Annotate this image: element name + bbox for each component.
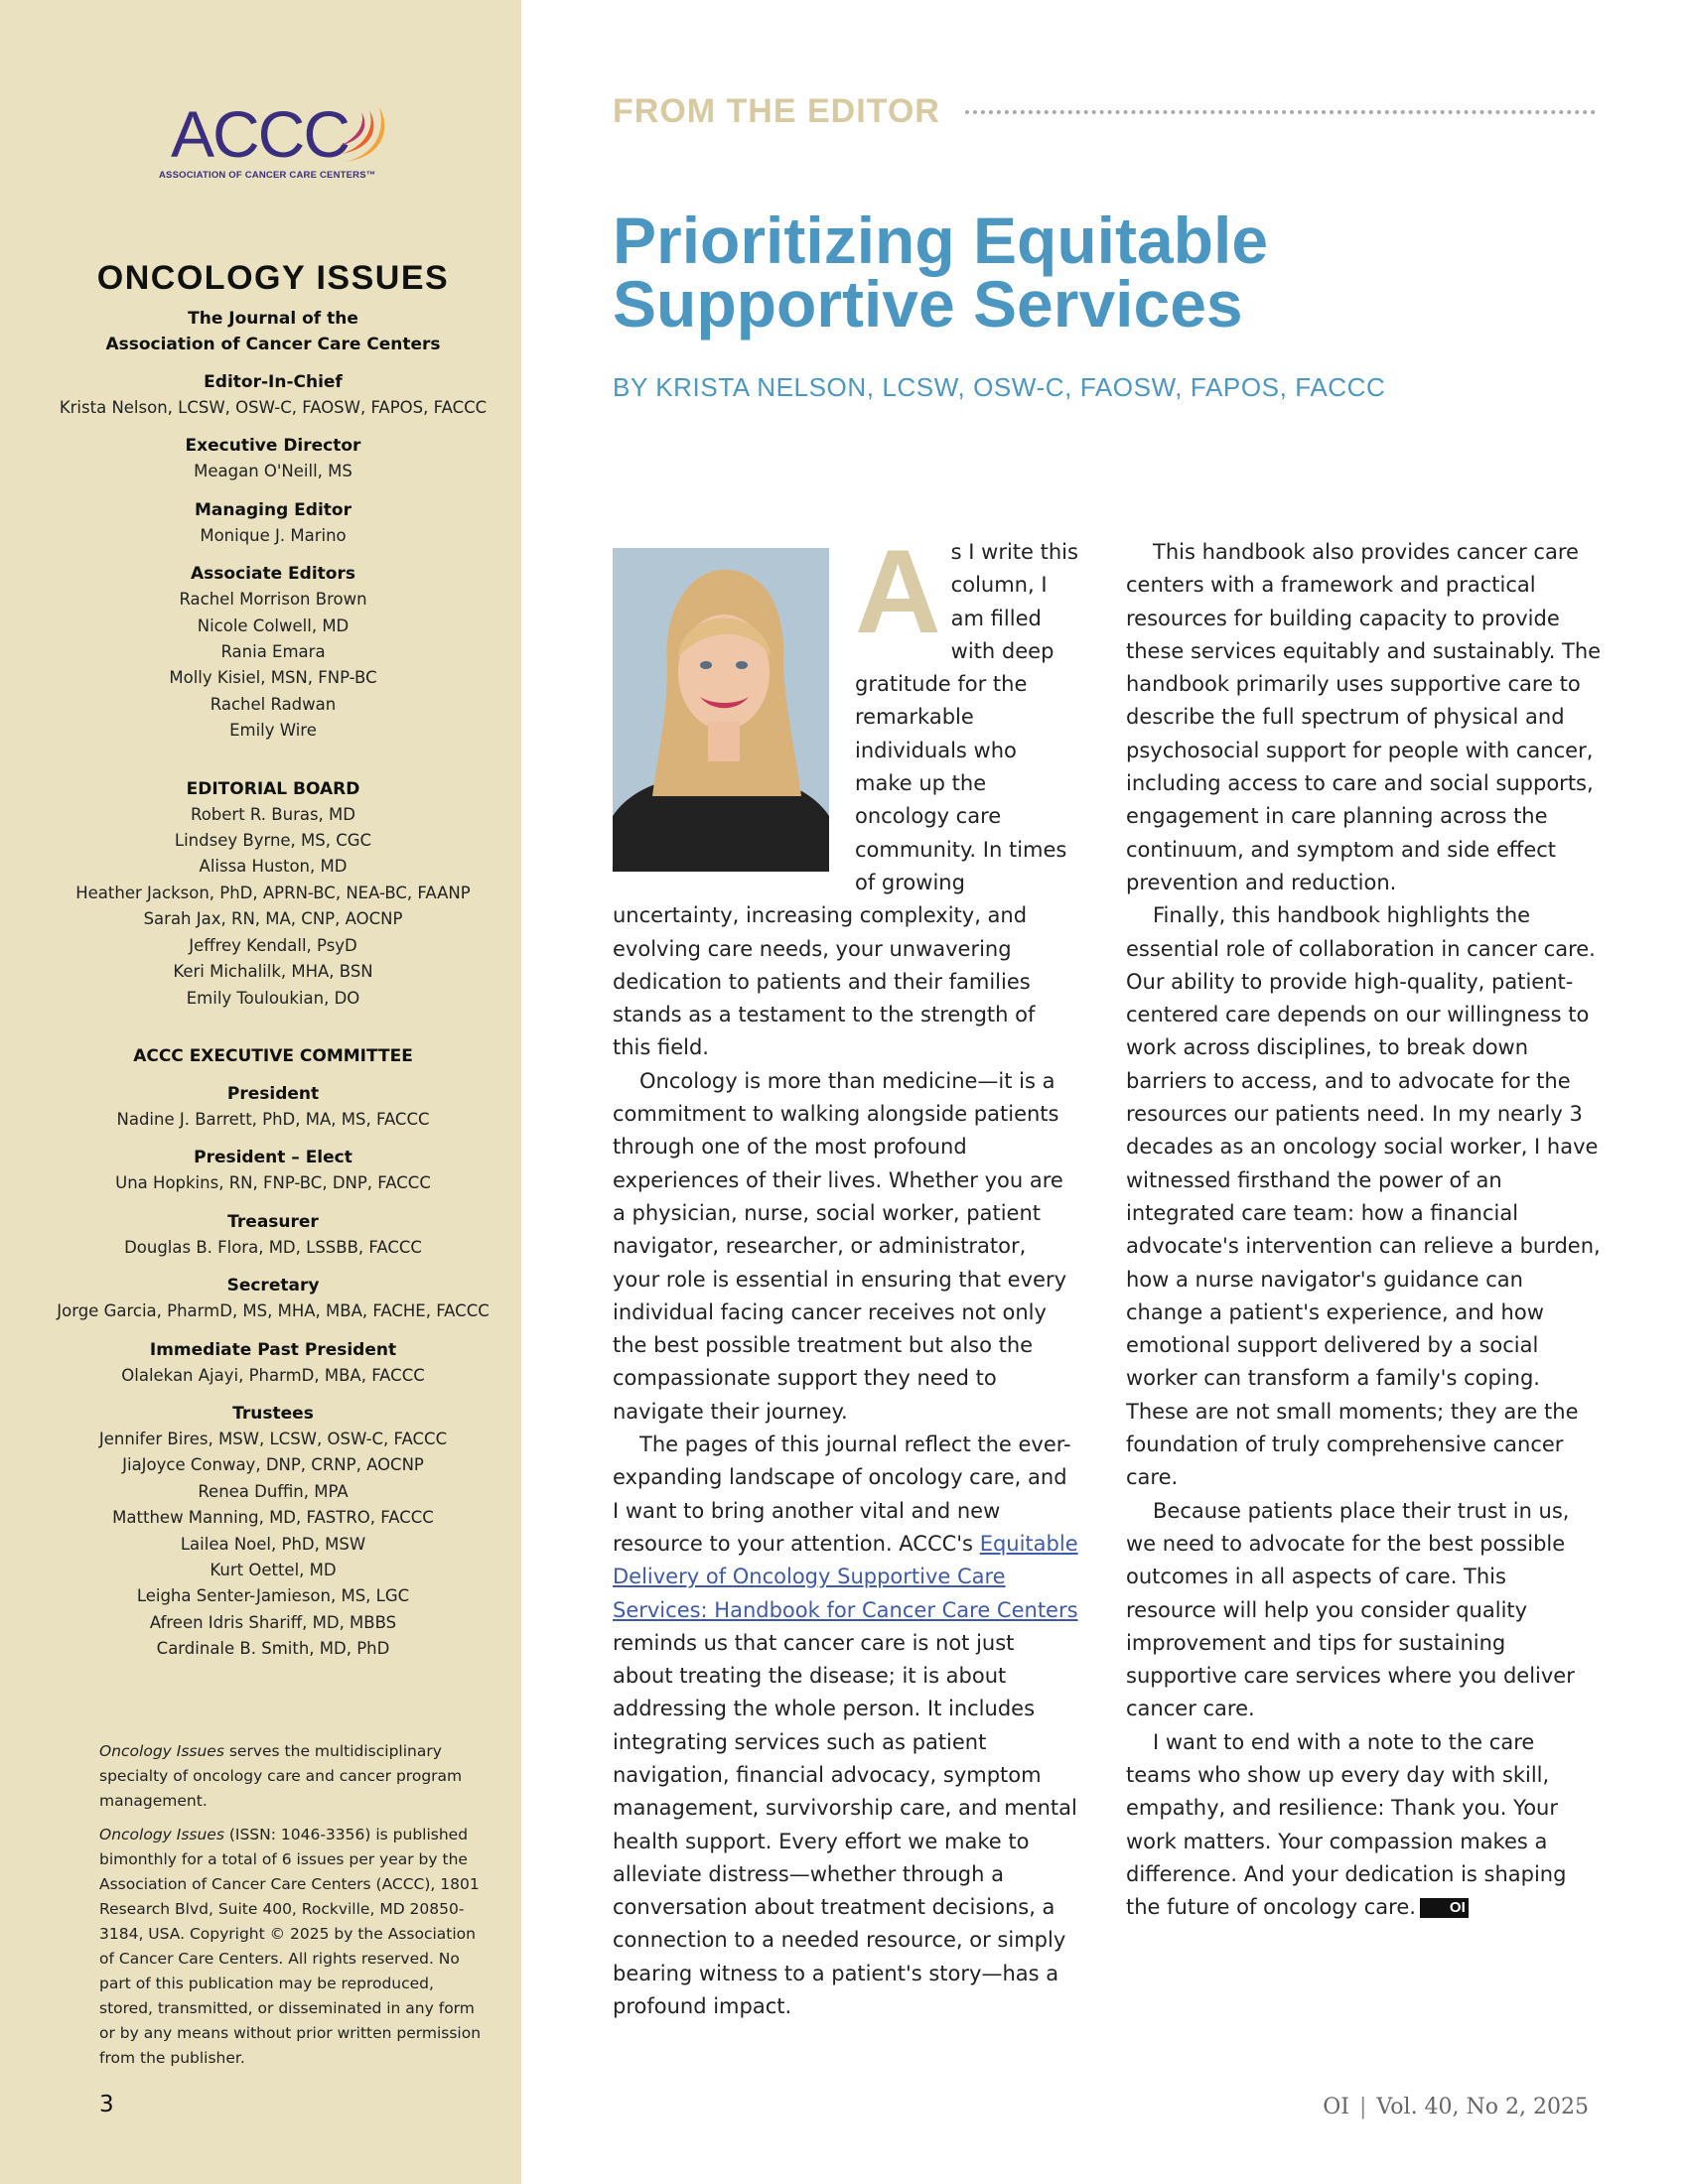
managing-editor-heading: Managing Editor xyxy=(195,499,352,520)
associate-editors-heading: Associate Editors xyxy=(191,564,355,585)
publication-subtitle-1: The Journal of the xyxy=(188,309,358,329)
board-member: Lindsey Byrne, MS, CGC xyxy=(174,831,372,851)
article-column-1 xyxy=(613,525,1079,2023)
editor-in-chief-name: Krista Nelson, LCSW, OSW-C, FAOSW, FAPOS, FACCC xyxy=(59,398,488,417)
trustees-list xyxy=(0,1427,546,1663)
paragraph-3: The pages of this journal reflect the ever-expanding landscape of oncology care, and I want to bring another vital and new resource to your attention. ACCC's Equitable Delivery of Oncology Supportive Care Services: Handbook for Cancer Care Centers reminds us that cancer care is not just about treating the disease; it is about addressing the whole person. It includes integrating services such as patient navigation, financial advocacy, symptom management, survivorship care, and mental health support. Every effort we make to alleviate distress—whether through a conversation about treatment decisions, a connection to a needed resource, or simply bearing witness to a patient's story—has a profound impact. xyxy=(613,1433,1078,2019)
associate-editor: Rachel Morrison Brown xyxy=(179,590,367,610)
board-member: Jeffrey Kendall, PsyD xyxy=(189,935,357,955)
publication-info xyxy=(99,1739,492,2080)
associate-editor: Emily Wire xyxy=(229,721,317,741)
article-title xyxy=(613,204,1606,341)
article-byline: BY KRISTA NELSON, LCSW, OSW-C, FAOSW, FAPOS, FACCC xyxy=(613,372,1386,402)
paragraph-7: I want to end with a note to the care teams who show up every day with skill, empathy, and resilience: Thank you. Your work matters. Your compassion makes a difference. And your dedication is shaping the future of oncology care. OI xyxy=(1126,1729,1567,1920)
author-portrait-icon xyxy=(613,548,829,872)
board-member: Heather Jackson, PhD, APRN-BC, NEA-BC, FAANP xyxy=(75,883,471,902)
president-elect-heading: President – Elect xyxy=(194,1148,352,1168)
trustee: Lailea Noel, PhD, MSW xyxy=(180,1534,366,1554)
associate-editor: Rania Emara xyxy=(220,642,326,662)
masthead-sidebar xyxy=(0,0,521,2184)
issue-footer: OI | Vol. 40, No 2, 2025 xyxy=(1323,2095,1589,2119)
associate-editor: Nicole Colwell, MD xyxy=(197,615,350,635)
section-kicker xyxy=(613,91,1596,131)
end-mark-icon: OI xyxy=(1420,1898,1469,1918)
paragraph-5: Finally, this handbook highlights the essential role of collaboration in cancer care. Our ability to provide high-quality, patient-centered care depends on our willingness to work across disciplines, to break down barriers to access, and to advocate for the resources our patients need. In my nearly 3 decades as an oncology social worker, I have witnessed firsthand the power of an integrated care team: how a financial advocate's intervention can relieve a burden, how a nurse navigator's guidance can change a patient's experience, and how emotional support delivered by a social worker can transform a family's coping. These are not small moments; they are the foundation of truly comprehensive cancer care. xyxy=(1126,903,1601,1490)
trustee: Renea Duffin, MPA xyxy=(198,1481,349,1501)
trustee: Kurt Oettel, MD xyxy=(210,1560,337,1579)
publication-info-paragraph-2: Oncology Issues (ISSN: 1046-3356) is published bimonthly for a total of 6 issues per year by the Association of Cancer Care Centers (ACCC), 1801 Research Blvd, Suite 400, Rockville, MD 20850- 3184, USA. Copyright © 2025 by the Association of Cancer Care Centers. All rights reserved. No part of this publication may be reproduced, stored, transmitted, or disseminated in any form or by any means without prior written permission from the publisher. xyxy=(99,1826,482,2067)
president-elect-name: Una Hopkins, RN, FNP-BC, DNP, FACCC xyxy=(115,1173,431,1193)
paragraph-4: This handbook also provides cancer care centers with a framework and practical resources for building capacity to provide these services equitably and sustainably. The handbook primarily uses supportive care to describe the full spectrum of physical and psychosocial support for people with cancer, including access to care and social supports, engagement in care planning across the continuum, and symptom and side effect prevention and reduction. xyxy=(1126,540,1602,894)
editorial-board-list xyxy=(0,802,546,1012)
logo-subtitle: ASSOCIATION OF CANCER CARE CENTERS™ xyxy=(159,170,376,181)
drop-cap: A xyxy=(855,525,941,658)
paragraph-2: Oncology is more than medicine—it is a commitment to walking alongside patients through one of the most profound experiences of their lives. Whether you are a physician, nurse, social worker, patient navigator, researcher, or administrator, your role is essential in ensuring that every individual facing cancer receives not only the best possible treatment but also the compassionate support they need to navigate their journey. xyxy=(613,1068,1067,1424)
board-member: Keri Michalilk, MHA, BSN xyxy=(173,962,373,982)
dotted-rule xyxy=(965,110,1596,114)
article-column-2 xyxy=(1126,536,1603,1924)
publication-info-paragraph-1: Oncology Issues serves the multidisciplinary specialty of oncology care and cancer program management. xyxy=(99,1742,463,1810)
trustees-heading: Trustees xyxy=(232,1403,314,1424)
editor-in-chief-heading: Editor-In-Chief xyxy=(204,372,343,392)
president-name: Nadine J. Barrett, PhD, MA, MS, FACCC xyxy=(116,1109,430,1129)
accc-logo[interactable] xyxy=(159,94,397,184)
treasurer-heading: Treasurer xyxy=(227,1211,319,1232)
author-photo xyxy=(613,548,829,872)
trustee: JiaJoyce Conway, DNP, CRNP, AOCNP xyxy=(122,1455,424,1475)
trustee: Cardinale B. Smith, MD, PhD xyxy=(156,1639,390,1659)
treasurer-name: Douglas B. Flora, MD, LSSBB, FACCC xyxy=(124,1237,422,1257)
executive-director-name: Meagan O'Neill, MS xyxy=(194,462,352,481)
board-member: Sarah Jax, RN, MA, CNP, AOCNP xyxy=(143,909,403,929)
associate-editor: Molly Kisiel, MSN, FNP-BC xyxy=(169,668,377,688)
trustee: Jennifer Bires, MSW, LCSW, OSW-C, FACCC xyxy=(98,1429,448,1448)
paragraph-6: Because patients place their trust in us, we need to advocate for the best possible outcomes in all aspects of care. This resource will help you consider quality improvement and tips for sustaining supportive care services where you deliver cancer care. xyxy=(1126,1498,1575,1721)
past-president-heading: Immediate Past President xyxy=(149,1339,397,1360)
publication-title: ONCOLOGY ISSUES xyxy=(96,259,450,297)
issue-info: Vol. 40, No 2, 2025 xyxy=(1376,2095,1589,2119)
executive-committee-heading: ACCC EXECUTIVE COMMITTEE xyxy=(133,1045,413,1066)
managing-editor-name: Monique J. Marino xyxy=(200,525,347,545)
executive-director-heading: Executive Director xyxy=(185,436,361,457)
editorial-board-heading: EDITORIAL BOARD xyxy=(186,778,360,799)
board-member: Emily Touloukian, DO xyxy=(186,988,360,1008)
section-label: FROM THE EDITOR xyxy=(613,92,940,130)
associate-editor: Rachel Radwan xyxy=(210,694,337,714)
handbook-link[interactable]: Equitable Delivery of Oncology Supportive Care Services: Handbook for Cancer Care Centers xyxy=(613,1531,1078,1622)
page-number: 3 xyxy=(99,2092,114,2117)
president-heading: President xyxy=(226,1083,320,1104)
publication-subtitle-2: Association of Cancer Care Centers xyxy=(105,335,441,354)
secretary-heading: Secretary xyxy=(226,1276,320,1297)
trustee: Afreen Idris Shariff, MD, MBBS xyxy=(149,1612,397,1632)
past-president-name: Olalekan Ajayi, PharmD, MBA, FACCC xyxy=(121,1365,425,1385)
associate-editors-list xyxy=(0,587,546,744)
paragraph-1: As I write this column, I am filled with deep gratitude for the remarkable individuals who make up the oncology care community. In times of growing uncertainty, increasing complexity, and evolving care needs, your unwavering dedication to patients and their families stands as a testament to the strength of this field. xyxy=(613,525,1078,1060)
article-title-line-2: Supportive Services xyxy=(613,267,1243,341)
trustee: Leigha Senter-Jamieson, MS, LGC xyxy=(136,1586,410,1606)
article-title-line-1: Prioritizing Equitable xyxy=(613,204,1269,277)
board-member: Robert R. Buras, MD xyxy=(190,804,355,824)
trustee: Matthew Manning, MD, FASTRO, FACCC xyxy=(112,1508,434,1528)
board-member: Alissa Huston, MD xyxy=(199,857,348,877)
masthead xyxy=(0,256,546,1663)
logo-swoosh-icon xyxy=(340,102,399,172)
logo-wordmark: ACCC xyxy=(171,97,350,171)
journal-abbrev: OI xyxy=(1323,2095,1349,2119)
secretary-name: Jorge Garcia, PharmD, MS, MHA, MBA, FACHE, FACCC xyxy=(57,1301,490,1321)
